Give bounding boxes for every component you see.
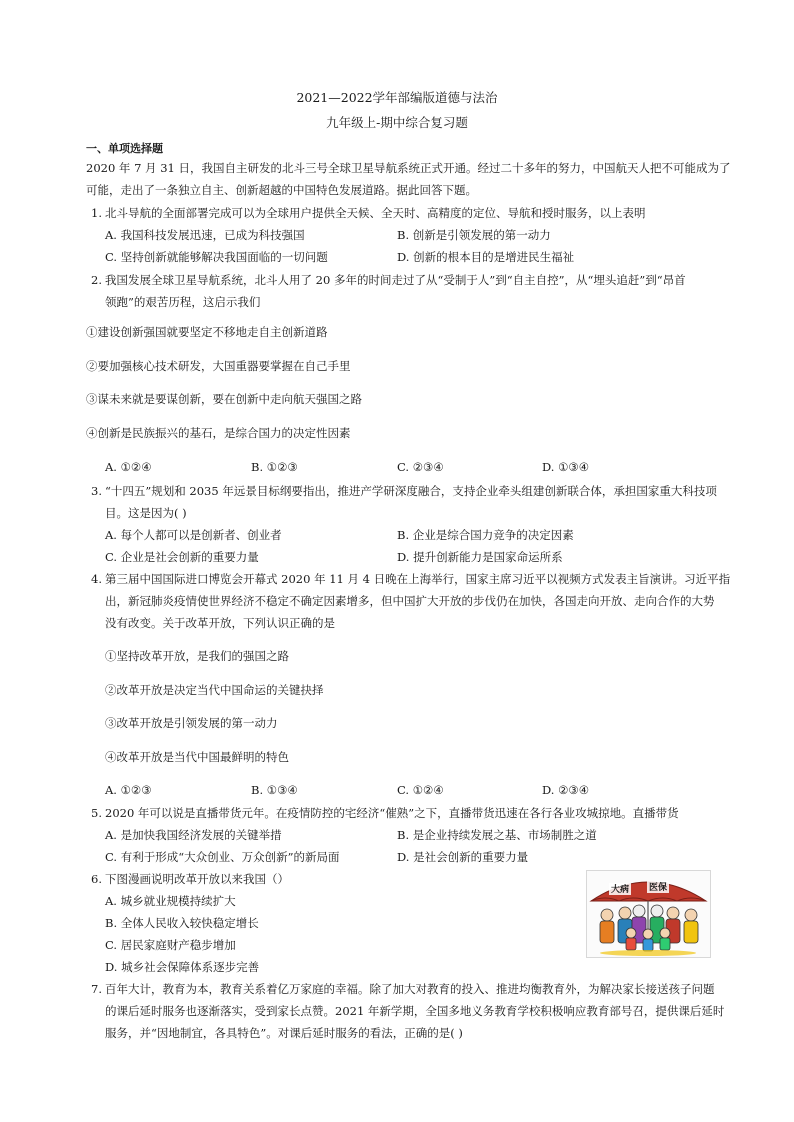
question-7-stem-line-3: 服务，并“因地制宜，各具特色”。对课后延时服务的看法，正确的是( ) xyxy=(105,1026,463,1040)
question-4-stem-line-2: 出，新冠肺炎疫情使世界经济不稳定不确定因素增多，但中国扩大开放的步伐仍在加快，各国走向开放、走向合作的大势 xyxy=(105,594,715,608)
question-5-option-a: A. 是加快我国经济发展的关键举措 xyxy=(105,828,282,842)
section-intro-line-2: 可能，走出了一条独立自主、创新超越的中国特色发展道路。据此回答下题。 xyxy=(86,183,477,197)
question-5-stem: 2020 年可以说是直播带货元年。在疫情防控的宅经济“催熟”之下，直播带货迅速在各行各业攻城掠地。直播带货 xyxy=(105,806,679,820)
question-4-number: 4. xyxy=(91,572,102,586)
question-2-statement-4: ④创新是民族振兴的基石，是综合国力的决定性因素 xyxy=(86,426,351,440)
question-3-option-c: C. 企业是社会创新的重要力量 xyxy=(105,550,259,564)
question-2-option-a: A. ①②④ xyxy=(105,460,152,474)
question-6-option-a: A. 城乡就业规模持续扩大 xyxy=(105,894,236,908)
question-1-option-b: B. 创新是引领发展的第一动力 xyxy=(397,228,551,242)
question-4-option-c: C. ①②④ xyxy=(397,783,444,797)
question-5-option-c: C. 有利于形成“大众创业、万众创新”的新局面 xyxy=(105,850,340,864)
question-7-stem-line-1: 百年大计，教育为本，教育关系着亿万家庭的幸福。除了加大对教育的投入、推进均衡教育外，为解决家长接送孩子问题 xyxy=(105,982,715,996)
question-6-option-d: D. 城乡社会保障体系逐步完善 xyxy=(105,960,260,974)
question-4-option-b: B. ①③④ xyxy=(251,783,298,797)
cartoon-label-left: 大病 xyxy=(611,885,630,895)
question-4-statement-2: ②改革开放是决定当代中国命运的关键抉择 xyxy=(105,683,324,697)
question-1-option-c: C. 坚持创新就能够解决我国面临的一切问题 xyxy=(105,250,328,264)
question-2-statement-2: ②要加强核心技术研发，大国重器要掌握在自己手里 xyxy=(86,359,351,373)
question-4-statement-4: ④改革开放是当代中国最鲜明的特色 xyxy=(105,750,289,764)
question-7-number: 7. xyxy=(91,982,102,996)
question-1-stem: 北斗导航的全面部署完成可以为全球用户提供全天候、全天时、高精度的定位、导航和授时服务，以上表明 xyxy=(105,206,646,220)
question-5-number: 5. xyxy=(91,806,102,820)
question-5-option-b: B. 是企业持续发展之基、市场制胜之道 xyxy=(397,828,597,842)
question-5-option-d: D. 是社会创新的重要力量 xyxy=(397,850,529,864)
question-4-option-a: A. ①②③ xyxy=(105,783,152,797)
question-2-stem-line-2: 领跑”的艰苦历程，这启示我们 xyxy=(105,295,261,309)
question-2-option-d: D. ①③④ xyxy=(542,460,590,474)
umbrella-family-cartoon-icon xyxy=(587,871,710,957)
document-title: 2021—2022学年部编版道德与法治 xyxy=(296,90,498,105)
section-heading: 一、单项选择题 xyxy=(86,142,163,155)
question-2-statement-3: ③谋未来就是要谋创新，要在创新中走向航天强国之路 xyxy=(86,392,362,406)
section-intro-line-1: 2020 年 7 月 31 日，我国自主研发的北斗三号全球卫星导航系统正式开通。经过二十多年的努力，中国航天人把不可能成为了 xyxy=(86,161,731,175)
question-4-option-d: D. ②③④ xyxy=(542,783,590,797)
question-4-stem-line-3: 没有改变。关于改革开放，下列认识正确的是 xyxy=(105,616,335,630)
cartoon-label-right: 医保 xyxy=(649,883,668,893)
question-6-number: 6. xyxy=(91,872,102,886)
question-6-stem: 下图漫画说明改革开放以来我国（） xyxy=(105,872,289,886)
question-3-option-d: D. 提升创新能力是国家命运所系 xyxy=(397,550,563,564)
question-3-option-b: B. 企业是综合国力竞争的决定因素 xyxy=(397,528,574,542)
umbrella-family-cartoon xyxy=(586,870,711,958)
document-subtitle: 九年级上-期中综合复习题 xyxy=(326,115,468,130)
question-1-option-a: A. 我国科技发展迅速，已成为科技强国 xyxy=(105,228,305,242)
question-4-statement-3: ③改革开放是引领发展的第一动力 xyxy=(105,716,278,730)
question-4-stem-line-1: 第三届中国国际进口博览会开幕式 2020 年 11 月 4 日晚在上海举行，国家主席习近平以视频方式发表主旨演讲。习近平指 xyxy=(105,572,731,586)
question-7-stem-line-2: 的课后延时服务也逐渐落实，受到家长点赞。2021 年新学期，全国多地义务教育学校积极响应教育部号召，提供课后延时 xyxy=(105,1004,725,1018)
question-3-stem-line-1: “十四五”规划和 2035 年远景目标纲要指出，推进产学研深度融合，支持企业牵头组建创新联合体，承担国家重大科技项 xyxy=(105,484,717,498)
question-2-option-b: B. ①②③ xyxy=(251,460,298,474)
question-1-option-d: D. 创新的根本目的是增进民生福祉 xyxy=(397,250,575,264)
question-6-option-b: B. 全体人民收入较快稳定增长 xyxy=(105,916,259,930)
question-2-number: 2. xyxy=(91,273,102,287)
question-6-option-c: C. 居民家庭财产稳步增加 xyxy=(105,938,236,952)
question-3-option-a: A. 每个人都可以是创新者、创业者 xyxy=(105,528,282,542)
question-1-number: 1. xyxy=(91,206,102,220)
question-2-statement-1: ①建设创新强国就要坚定不移地走自主创新道路 xyxy=(86,325,328,339)
question-3-stem-line-2: 目。这是因为( ) xyxy=(105,506,187,520)
question-3-number: 3. xyxy=(91,484,102,498)
question-4-statement-1: ①坚持改革开放，是我们的强国之路 xyxy=(105,649,289,663)
question-2-option-c: C. ②③④ xyxy=(397,460,444,474)
question-2-stem-line-1: 我国发展全球卫星导航系统，北斗人用了 20 多年的时间走过了从“受制于人”到“自主自控”，从“埋头追赶”到“昂首 xyxy=(105,273,686,287)
